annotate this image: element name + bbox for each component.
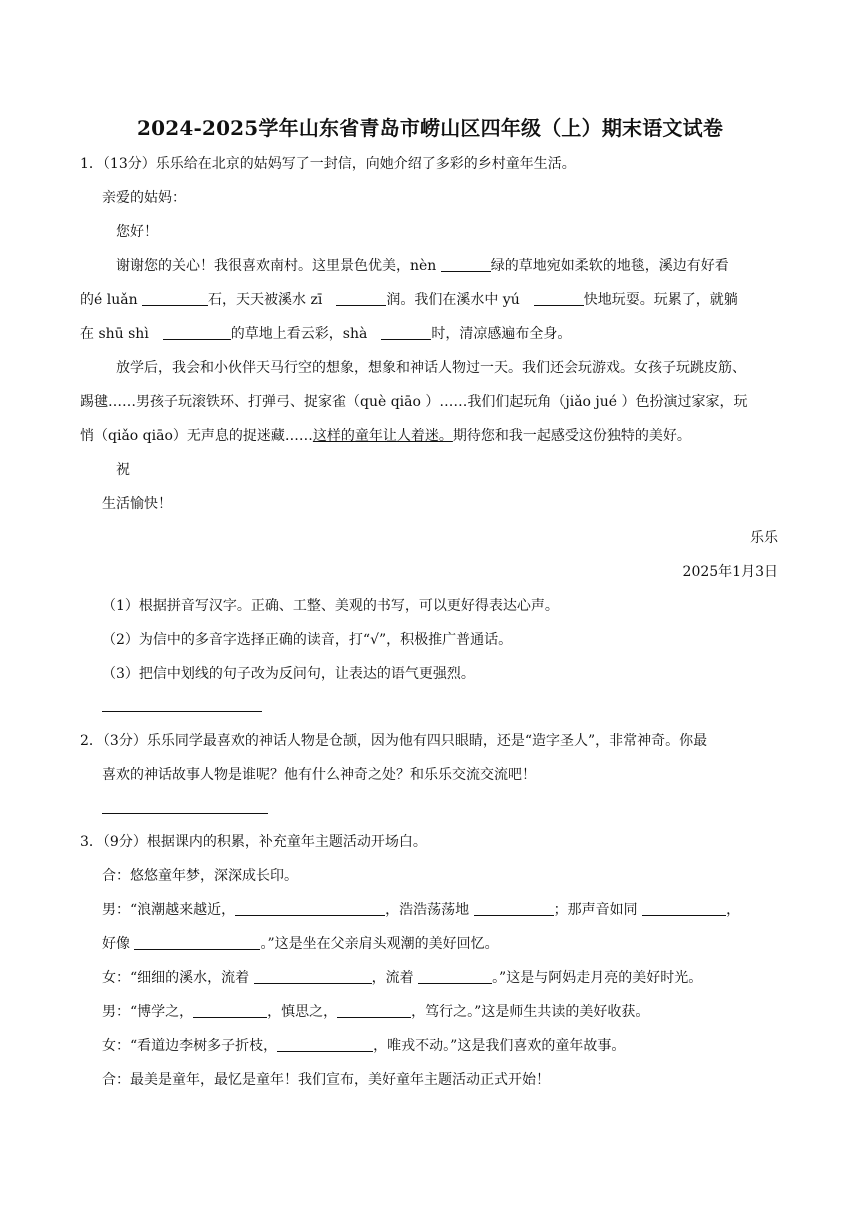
- q2-line-1: 2．（3分）乐乐同学最喜欢的神话人物是仓颉，因为他有四只眼睛，还是“造字圣人”，非常神奇。你最: [80, 733, 708, 749]
- q3-line-7: 合：最美是童年，最忆是童年！我们宣布，美好童年主题活动正式开始！: [102, 1072, 550, 1088]
- q1-greeting: 您好！: [116, 224, 158, 240]
- q2-line-2: 喜欢的神话故事人物是谁呢？他有什么神奇之处？和乐乐交流交流吧！: [102, 767, 536, 783]
- q3-line-2: 男：“浪潮越来越近， ，浩浩荡荡地 ；那声音如同 ，: [102, 902, 741, 918]
- q1-closing-1: 祝: [116, 462, 130, 478]
- q1-subquestion-1: （1）根据拼音写汉字。正确、工整、美观的书写，可以更好得表达心声。: [102, 598, 559, 614]
- q1-letter-line-5: 踢毽……男孩子玩滚铁环、打弹弓、捉家雀（què qiāo ）……我们们起玩角（jiǎo jué ）色扮演过家家，玩: [80, 394, 748, 410]
- q2-answer-line[interactable]: [102, 813, 268, 814]
- answer-blank[interactable]: [336, 291, 386, 306]
- q3-line-4: 女：“细细的溪水，流着 ，流着 。”这是与阿妈走月亮的美好时光。: [102, 970, 703, 986]
- answer-blank[interactable]: [474, 901, 554, 916]
- q1-letter-line-1: 谢谢您的关心！我很喜欢南村。这里景色优美，nèn 绿的草地宛如柔软的地毯，溪边有好看: [116, 258, 729, 274]
- answer-blank[interactable]: [142, 291, 208, 306]
- q3-line-1: 合：悠悠童年梦，深深成长印。: [102, 868, 298, 884]
- q1-closing-2: 生活愉快！: [102, 496, 172, 512]
- answer-blank[interactable]: [337, 1003, 411, 1018]
- answer-blank[interactable]: [235, 901, 385, 916]
- q1-letter-line-2: 的é luǎn 石，天天被溪水 zī 润。我们在溪水中 yú 快地玩耍。玩累了，就躺: [80, 292, 738, 308]
- q1-signature: 乐乐: [750, 530, 778, 546]
- answer-blank[interactable]: [441, 257, 491, 272]
- q1-salutation: 亲爱的姑妈：: [102, 190, 186, 206]
- q1-subquestion-2: （2）为信中的多音字选择正确的读音，打“√”，积极推广普通话。: [102, 632, 513, 648]
- exam-title: 2024-2025学年山东省青岛市崂山区四年级（上）期末语文试卷: [136, 116, 724, 140]
- q1-letter-line-4: 放学后，我会和小伙伴天马行空的想象，想象和神话人物过一天。我们还会玩游戏。女孩子玩跳皮筋、: [116, 360, 746, 376]
- q3-line-5: 男：“博学之， ，慎思之， ，笃行之。”这是师生共读的美好收获。: [102, 1004, 650, 1020]
- answer-blank[interactable]: [134, 935, 260, 950]
- q1-letter-line-6: 悄（qiǎo qiāo）无声息的捉迷藏……这样的童年让人着迷。期待您和我一起感受这份独特的美好。: [80, 428, 691, 444]
- answer-blank[interactable]: [254, 969, 372, 984]
- answer-blank[interactable]: [381, 325, 431, 340]
- answer-blank[interactable]: [418, 969, 492, 984]
- q1-date: 2025年1月3日: [682, 564, 778, 580]
- answer-blank[interactable]: [277, 1037, 373, 1052]
- answer-blank[interactable]: [642, 901, 726, 916]
- q1-subquestion-3: （3）把信中划线的句子改为反问句，让表达的语气更强烈。: [102, 666, 475, 682]
- q3-line-6: 女：“看道边李树多子折枝， ，唯戎不动。”这是我们喜欢的童年故事。: [102, 1038, 626, 1054]
- q1-answer-line[interactable]: [102, 711, 262, 712]
- q1-letter-line-3: 在 shū shì 的草地上看云彩，shà 时，清凉感遍布全身。: [80, 326, 572, 342]
- q3-header: 3．（9分）根据课内的积累，补充童年主题活动开场白。: [80, 834, 427, 850]
- answer-blank[interactable]: [193, 1003, 267, 1018]
- q3-line-3: 好像 。”这是坐在父亲肩头观潮的美好回忆。: [102, 936, 499, 952]
- q1-header: 1．（13分）乐乐给在北京的姑妈写了一封信，向她介绍了多彩的乡村童年生活。: [80, 156, 576, 172]
- answer-blank[interactable]: [534, 291, 584, 306]
- answer-blank[interactable]: [163, 325, 231, 340]
- underlined-sentence: 这样的童年让人着迷。: [312, 428, 453, 444]
